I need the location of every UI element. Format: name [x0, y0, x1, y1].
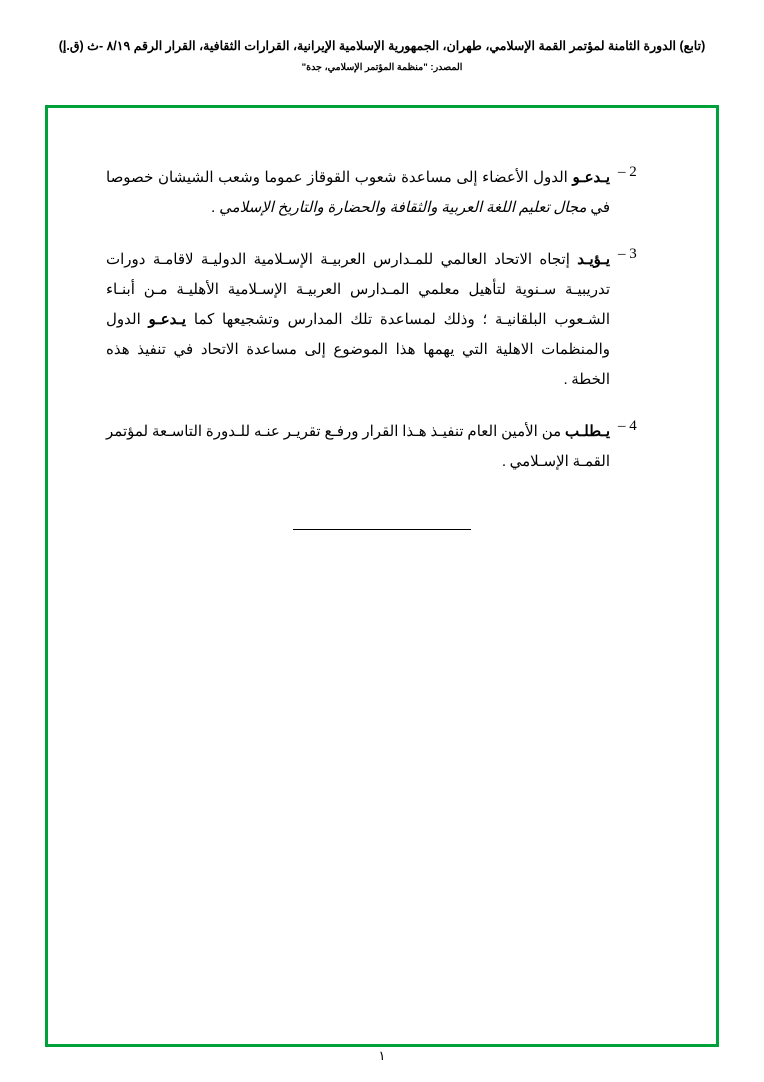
clauses-container	[106, 163, 658, 499]
content-frame	[45, 105, 719, 1047]
clause-number: 2 –	[618, 164, 637, 180]
header-source: المصدر: "منظمة المؤتمر الإسلامي، جدة"	[301, 62, 463, 73]
clause-text	[106, 417, 610, 477]
clause-number: 3 –	[618, 246, 637, 262]
clause-text	[106, 245, 610, 395]
clause-keyword: يـدعـو	[572, 170, 610, 186]
clause-item	[106, 163, 658, 223]
clause-text	[106, 163, 610, 223]
clause-text-part1: الدول الأعضاء إلى مساعدة شعوب القوقاز عموما وشعب الشيشان خصوصا في	[106, 170, 610, 216]
clause-keyword: يـؤيـد	[577, 252, 610, 268]
clause-keyword-secondary: يـدعـو	[148, 312, 187, 328]
clause-item	[106, 417, 658, 477]
clause-keyword: يـطلـب	[565, 424, 610, 440]
page-number: ١	[378, 1048, 386, 1063]
horizontal-divider	[48, 520, 716, 538]
clause-text-part2: الدول والمنظمات الاهلية التي يهمها هذا الموضوع إلى مساعدة الاتحاد في تنفيذ هذه الخطة .	[106, 312, 610, 388]
clause-text-italic: مجال تعليم اللغة العربية والثقافة والحضارة والتاريخ الإسلامي .	[211, 200, 587, 216]
page-header	[0, 38, 764, 73]
clause-text-part1: إتجاه الاتحاد العالمي للمـدارس العربيـة الإسـلامية الدوليـة لاقامـة دورات تدريبيـة سـنوية لتأهيل معلمي المـدارس العربيـة الإسـلامية الأهليـة مـن أبنـاء الشـعوب البلقانيـة ؛ وذلك لمساعدة تلك المدارس وتشجيعها كما	[106, 252, 610, 328]
header-title: (تابع) الدورة الثامنة لمؤتمر القمة الإسلامي، طهران، الجمهورية الإسلامية الإيرانية، القرارات الثقافية، القرار الرقم ٨/١٩ -ث (ق.إ)	[58, 39, 706, 53]
clause-number: 4 –	[618, 418, 637, 434]
clause-text-part1: من الأمين العام تنفيـذ هـذا القرار ورفـع تقريـر عنـه للـدورة التاسـعة لمؤتمر القمـة الإسـلامي .	[106, 424, 610, 470]
clause-item	[106, 245, 658, 395]
